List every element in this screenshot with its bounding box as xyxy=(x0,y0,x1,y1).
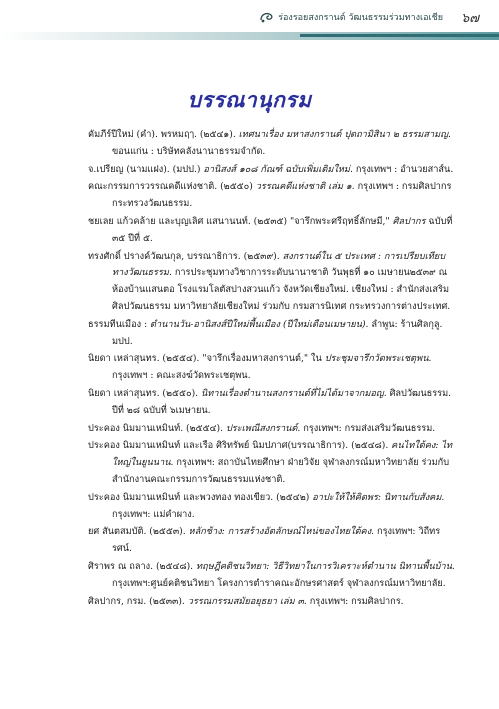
reference-title: วรรณคดีแห่งชาติ เล่ม ๑. xyxy=(255,181,355,193)
reference-author-date: ทรงศักดิ์ ปรางค์วัฒนกุล, บรรณาธิการ. (๒๕๓๙). xyxy=(88,250,283,262)
reference-author-date: นิยดา เหล่าสุนทร. (๒๕๕๐). xyxy=(88,387,201,399)
reference-author-date: คัมภีร์ปีใหม่ (คำ). พรหมฤๅ. (๒๕๔๑). xyxy=(88,129,239,140)
reference-publisher: กรุงเทพฯ : อำนวยสาส์น. xyxy=(352,163,454,175)
ornament-icon xyxy=(259,10,275,24)
reference-title: อาปะให้ให้คิดพร: นิทานกับสังคม. xyxy=(312,491,445,503)
reference-author-date: จ.เปรียญ (นามแฝง). (มปป.) xyxy=(88,163,204,175)
reference-title: สงกรานต์ใน ๕ ประเทศ : การเปรียบเทียบทางวัฒนธรรม. xyxy=(112,250,446,279)
reference-title: ประเพณีสงกรานต์. xyxy=(225,422,301,434)
reference-title: คนไทใต้คง: ไทใหญ่ในยูนนาน. xyxy=(112,440,453,469)
reference-publisher: ลำพูน: ร้านศิลกุลู. มปป. xyxy=(112,318,443,347)
reference-entry xyxy=(88,214,456,248)
reference-entry xyxy=(88,438,456,488)
reference-author-date: ศิราพร ณ ถลาง. (๒๕๔๘). xyxy=(88,560,197,572)
reference-publisher: กรุงเทพฯ: วิถีทรรศน์. xyxy=(112,526,441,555)
page-title: บรรณานุกรม xyxy=(187,87,312,112)
reference-author-date: ชยเลย แก้วคล้าย และบุญเลิศ แสนานนท์. (๒๕๓๕) "จารึกพระศรีฤทธิ์ลักษมี," xyxy=(88,215,393,227)
reference-title: นิทานเรื่องตำนานสงกรานต์ที่ไม่ได้มาจากมอญ. xyxy=(201,387,387,399)
reference-author-date: ธรรมทีนเมือง : xyxy=(88,318,151,330)
reference-publisher: กรุงเทพฯ: สถาบันไทยศึกษา ฝ่ายวิจัย จุฬาลงกรณ์มหาวิทยาลัย ร่วมกับสำนักงานคณะกรรมการวัฒนธรรมแห่งชาติ. xyxy=(112,457,450,485)
reference-author-date: ประคอง นิมมานเหมินท์ และเรือ ศิริทรัพย์ นิมปภาศ(บรรณาธิการ). (๒๕๔๘). xyxy=(88,440,392,452)
reference-publisher: กรุงเทพฯ: แม่คำผาง. xyxy=(112,508,195,520)
reference-entry xyxy=(88,179,456,213)
reference-entry xyxy=(88,594,456,611)
reference-publisher: กรุงเทพฯ: กรมศิลปากร. xyxy=(306,595,404,607)
reference-entry xyxy=(88,386,456,420)
reference-author-date: คณะกรรมการวรรณคดีแห่งชาติ. (๒๕๕๐) xyxy=(88,181,256,193)
reference-title: อานิสงส์ ๑๐๘ กัณฑ์ ฉบับเพิ่มเติมใหม่. xyxy=(203,163,353,175)
reference-entry xyxy=(88,490,456,524)
reference-entry xyxy=(88,127,456,161)
reference-publisher: กรุงเทพฯ : คณะสงฆ์วัดพระเชตุพน. xyxy=(112,370,251,382)
reference-title: ศิลปากร xyxy=(392,215,426,227)
reference-author-date: ประคอง นิมมานเหมินท์ และพวงทอง ทองเขียว. (๒๕๔๒) xyxy=(88,491,313,503)
reference-title: ประชุมจารึกวัดพระเชตุพน. xyxy=(324,353,432,365)
reference-author-date: ยศ สันตสมบัติ. (๒๕๕๓). xyxy=(88,526,189,538)
header-accent-bar xyxy=(300,34,499,37)
page-number: ๖๗ xyxy=(460,11,479,26)
reference-title: ทฤษฎีคติชนวิทยา: วิธีวิทยาในการวิเคราะห์ตำนาน นิทานพื้นบ้าน. xyxy=(196,560,455,572)
reference-title: ตำนานวัน-อานิสงส์ปีใหม่พื้นเมือง (ปีใหม่เดือนเมษายน). xyxy=(150,318,369,330)
reference-author-date: ประคอง นิมมานเหมินท์. (๒๕๕๔). xyxy=(88,422,226,434)
reference-entry xyxy=(88,162,456,179)
reference-publisher: กรุงเทพฯ:ศูนย์คติชนวิทยา โครงการตำราคณะอักษรศาสตร์ จุฬาลงกรณ์มหาวิทยาลัย. xyxy=(112,577,446,589)
reference-publisher: การประชุมทางวิชาการระดับนานาชาติ วันพุธที่ ๑๐ เมษายน๒๕๓๙ ณ ห้องบ้านแสนตอ โรงแรมโลตัสปางสวนแก้ว จังหวัดเชียงใหม่. เชียงใหม่ : สำนักส่งเสริมศิลปวัฒนธรรม มหาวิทยาลัยเชียงใหม่ ร่วมกับ กรมสารนิเทศ กระทรวงการต่างประเทศ. xyxy=(112,267,451,312)
reference-publisher: กรุงเทพฯ: กรมส่งเสริมวัฒนธรรม. xyxy=(300,422,436,434)
reference-title: วรรณกรรมสมัยอยุธยา เล่ม ๓. xyxy=(187,595,307,607)
reference-entry xyxy=(88,249,456,316)
reference-entry xyxy=(88,421,456,438)
reference-publisher: กรุงเทพฯ : กรมศิลปากร กระทรวงวัฒนธรรม. xyxy=(112,181,452,210)
reference-entry xyxy=(88,317,456,351)
reference-author-date: ศิลปากร, กรม. (๒๕๓๓). xyxy=(88,595,188,607)
page-header xyxy=(0,0,499,44)
reference-entry xyxy=(88,351,456,385)
reference-entry xyxy=(88,559,456,593)
reference-list xyxy=(88,127,456,611)
reference-publisher: ศิลปวัฒนธรรม. ปีที่ ๒๘ ฉบับที่ ๖เมษายน. xyxy=(112,387,452,416)
reference-publisher: ขอนแก่น : บริษัทคลังนานาธรรมจำกัด. xyxy=(112,145,266,157)
reference-entry xyxy=(88,524,456,558)
reference-title: เทศนาเรื่อง มหาสงกรานต์ ปุดถามิสินา ๒ ธรรมสามญ. xyxy=(238,129,451,140)
reference-publisher: ฉบับที่ ๓๕ ปีที่ ๕. xyxy=(112,215,453,244)
reference-author-date: นิยดา เหล่าสุนทร. (๒๕๕๔). "จารึกเรื่องมหาสงกรานต์," ใน xyxy=(88,353,325,365)
running-header-title: ร่องรอยสงกรานต์ วัฒนธรรมร่วมทางเอเชีย xyxy=(278,13,443,23)
reference-title: หลักช้าง: การสร้างอัตลักษณ์ไหน่ของไทยใต้คง. xyxy=(188,526,375,538)
running-header xyxy=(259,10,443,24)
